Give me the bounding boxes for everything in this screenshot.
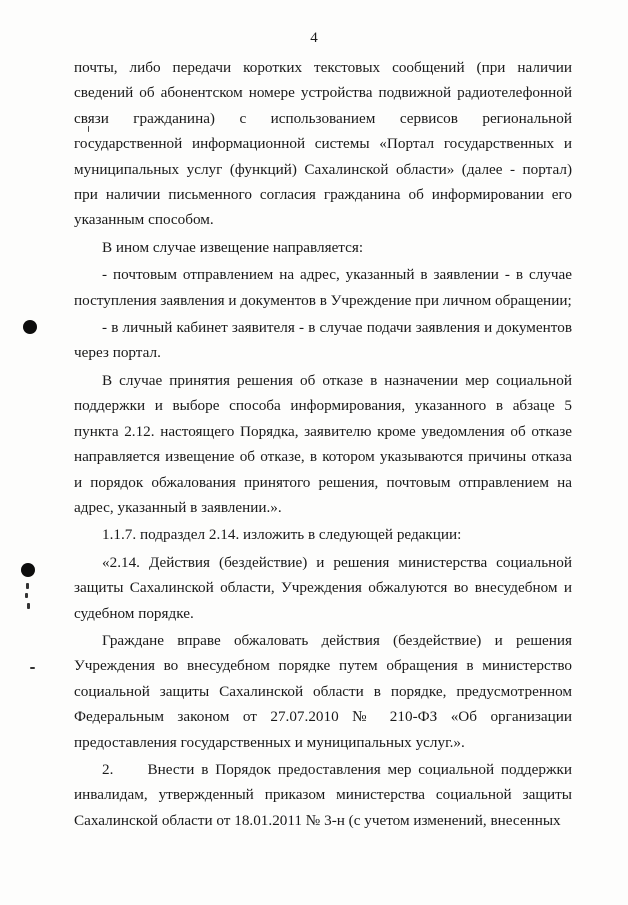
binding-hole [21,563,35,577]
page-number: 4 [310,30,318,46]
paragraph: В ином случае извещение направляется: [102,238,364,256]
paragraph: Граждане вправе обжаловать действия (бездействие) и решения Учреждения во внесудебном порядке путем обращения в министерство социальной защиты Сахалинской области в порядке, предусмотренном Федеральным законом от 27.07.2010 № 210-ФЗ «Об организации предоставления государственных и муниципальных услуг.». [74,631,572,751]
binding-hole [23,320,37,334]
paragraph-list-item: - в личный кабинет заявителя - в случае подачи заявления и документов через портал. [74,319,572,362]
scan-mark [27,603,30,609]
document-body [74,55,572,833]
scan-mark [25,593,28,598]
paragraph-continuation: почты, либо передачи коротких текстовых сообщений (при наличии сведений об абонентском номере устройства подвижной радиотелефонной связи гражданина) с использованием сервисов региональной государственной информационной системы «Портал государственных и муниципальных услуг (функций) Сахалинской области» (далее - портал) при наличии письменного согласия гражданина об информировании его указанным способом. [74,59,572,229]
paragraph: В случае принятия решения об отказе в назначении мер социальной поддержки и выборе способа информирования, указанного в абзаце 5 пункта 2.12. настоящего Порядка, заявителю кроме уведомления об отказе направляется извещение об отказе, в котором указываются причины отказа и порядок обжалования принятого решения, почтовым отправлением на адрес, указанный в заявлении.». [74,371,572,516]
paragraph-list-item: - почтовым отправлением на адрес, указанный в заявлении - в случае поступления заявления и документов в Учреждение при личном обращении; [74,266,572,309]
scan-mark [30,667,35,669]
paragraph-subsection: 1.1.7. подраздел 2.14. изложить в следующей редакции: [102,526,462,544]
paragraph-quote: «2.14. Действия (бездействие) и решения министерства социальной защиты Сахалинской области, Учреждения обжалуются во внесудебном и судебном порядке. [74,553,572,622]
scan-mark [26,583,29,589]
paragraph-numbered: 2. Внести в Порядок предоставления мер социальной поддержки инвалидам, утвержденный приказом министерства социальной защиты Сахалинской области от 18.01.2011 № 3-н (с учетом изменений, внесенных [74,760,572,829]
